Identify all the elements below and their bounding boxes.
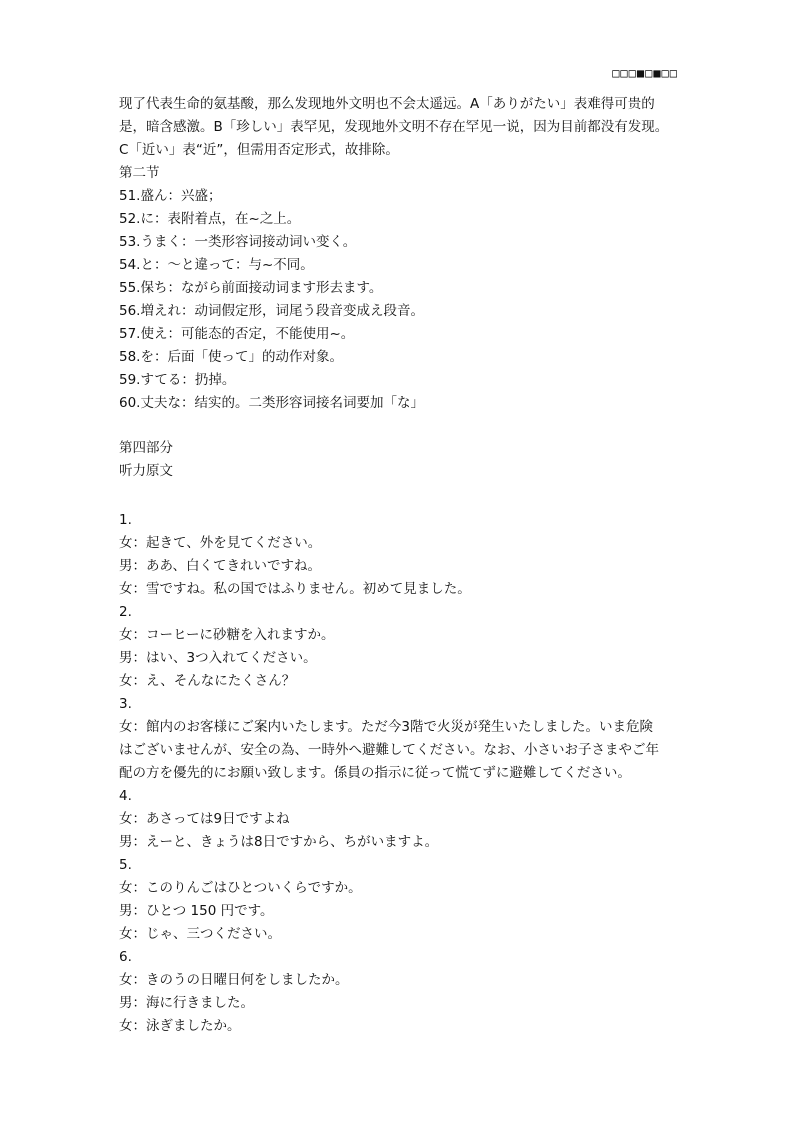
document-body [119, 93, 691, 1038]
answer-item-60: 60.丈夫な：结实的。二类形容词接名词要加「な」 [119, 395, 424, 411]
section4 [119, 437, 691, 1038]
dialogue-number: 3. [119, 696, 132, 712]
dialogue-line: 女：泳ぎましたか。 [119, 1018, 241, 1034]
dialogue-4 [119, 785, 691, 854]
answer-item-57: 57.使え：可能态的否定，不能使用~。 [119, 326, 355, 342]
explanation-line: 现了代表生命的氨基酸，那么发现地外文明也不会太遥远。A「ありがたい」表难得可贵的 [119, 96, 655, 112]
dialogue-line: 女：このりんごはひとついくらですか。 [119, 880, 362, 896]
dialogue-line: 男：ああ、白くてきれいですね。 [119, 558, 321, 574]
dialogue-line: 女：コーヒーに砂糖を入れますか。 [119, 627, 335, 643]
section3-part2 [119, 162, 691, 415]
dialogue-line: 女：起きて、外を見てください。 [119, 535, 322, 551]
answer-item-58: 58.を：后面「使って」的动作对象。 [119, 349, 343, 365]
part2-title: 第二节 [119, 165, 160, 181]
dialogue-line: はございませんが、安全の為、一時外へ避難してください。なお、小さいお子さまやご年 [119, 742, 659, 758]
dialogue-line: 男：ひとつ 150 円です。 [119, 903, 274, 919]
dialogue-line: 女：あさっては9日ですよね [119, 811, 290, 827]
section4-subtitle: 听力原文 [119, 463, 173, 479]
dialogue-number: 4. [119, 788, 132, 804]
section3-explanation [119, 93, 691, 162]
dialogue-5 [119, 854, 691, 946]
answer-item-54: 54.と：～と違って：与~不同。 [119, 257, 314, 273]
answer-item-52: 52.に：表附着点，在~之上。 [119, 211, 301, 227]
header-marks: □□□■□■□□ [612, 66, 678, 80]
dialogue-6 [119, 946, 691, 1038]
dialogue-line: 女：え、そんなにたくさん？ [119, 673, 296, 689]
dialogue-number: 6. [119, 949, 132, 965]
dialogue-line: 男：はい、3つ入れてください。 [119, 650, 317, 666]
answer-item-56: 56.増えれ：动词假定形，词尾う段音变成え段音。 [119, 303, 424, 319]
dialogue-line: 女：館内のお客様にご案内いたします。ただ今3階で火災が発生いたしました。いま危険 [119, 719, 654, 735]
answer-item-53: 53.うまく：一类形容词接动词い变く。 [119, 234, 357, 250]
dialogue-3 [119, 693, 691, 785]
dialogue-1 [119, 509, 691, 601]
dialogue-number: 1. [119, 512, 132, 528]
dialogue-line: 女：きのうの日曜日何をしましたか。 [119, 972, 349, 988]
dialogue-line: 女：雪ですね。私の国ではふりません。初めて見ました。 [119, 581, 471, 597]
dialogue-line: 女：じゃ、三つください。 [119, 926, 281, 942]
answer-item-51: 51.盛ん：兴盛； [119, 188, 222, 204]
spacer [119, 483, 691, 509]
dialogue-number: 2. [119, 604, 132, 620]
dialogue-number: 5. [119, 857, 132, 873]
answer-item-55: 55.保ち：ながら前面接动词ます形去ます。 [119, 280, 383, 296]
explanation-line: C「近い」表“近”，但需用否定形式，故排除。 [119, 142, 399, 158]
dialogue-line: 男：海に行きました。 [119, 995, 254, 1011]
spacer [119, 415, 691, 437]
answer-item-59: 59.すてる：扔掉。 [119, 372, 236, 388]
explanation-line: 是，暗含感激。B「珍しい」表罕见，发现地外文明不存在罕见一说，因为目前都没有发现。 [119, 119, 669, 135]
section4-title: 第四部分 [119, 440, 173, 456]
dialogue-line: 男：えーと、きょうは8日ですから、ちがいますよ。 [119, 834, 439, 850]
dialogue-line: 配の方を優先的にお願い致します。係員の指示に従って慌てずに避難してください。 [119, 765, 631, 781]
dialogue-2 [119, 601, 691, 693]
